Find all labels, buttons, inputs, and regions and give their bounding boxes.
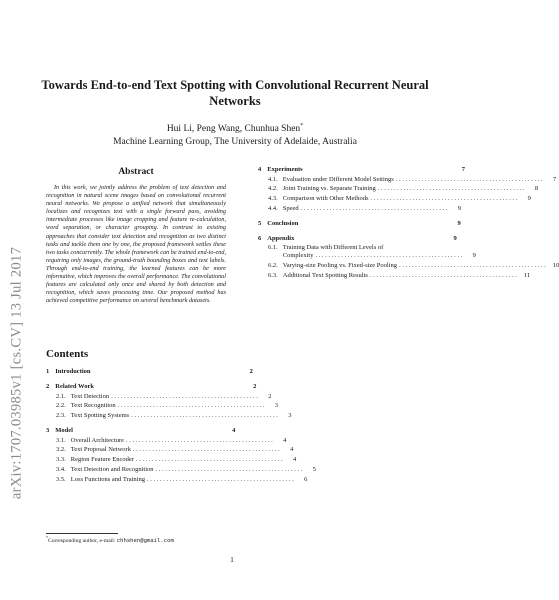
toc-subsection-page: 9 <box>527 195 531 203</box>
toc-leader-dots: .............................................. <box>126 436 275 444</box>
toc-section-number: 4 <box>258 166 262 173</box>
toc-subsection-number: 3.5. <box>56 475 66 483</box>
author-footnote-mark: * <box>300 122 304 129</box>
toc-subsection-title: Text Recognition <box>70 402 116 410</box>
affiliation: Machine Learning Group, The University of Adelaide, Australia <box>113 137 357 147</box>
toc-subsection-title: Additional Text Spotting Results <box>282 271 368 279</box>
toc-subsection[interactable] <box>46 402 278 410</box>
toc-subsection-page: 8 <box>534 185 539 193</box>
abstract-heading: Abstract <box>118 167 154 177</box>
toc-subsection-page: 5 <box>312 465 316 473</box>
toc-subsection-title: Comparison with Other Methods <box>282 195 369 203</box>
toc-subsection-page: 10 <box>552 262 559 270</box>
toc-section-title: Experiments <box>267 166 303 173</box>
toc-subsection[interactable] <box>46 446 294 454</box>
toc-subsection-title: Joint Training vs. Separate Training <box>282 185 376 193</box>
toc-subsection[interactable] <box>258 204 461 213</box>
toc-subsection-number: 2.3. <box>56 412 66 420</box>
toc-leader-dots: .............................................. <box>399 262 548 270</box>
toc-subsection-page: 9 <box>472 252 476 260</box>
toc-leader-dots: .............................................. <box>369 271 519 279</box>
toc-subsection[interactable] <box>46 412 292 420</box>
toc-section-page: 7 <box>461 166 465 173</box>
toc-leader-dots: .............................................. <box>155 465 304 473</box>
toc-subsection-body <box>283 244 476 260</box>
abstract-text: In this work, we jointly address the problem of text detection and recognition in natural scene images based on convolutional recurrent neural networks. We propose a unified network that simultaneously localizes and recognizes text with a single forward pass, avoiding intermediate processes like image cropping and feature re-calculation, word separation, or character grouping. In contrast to existing approaches that consider text detection and recognition as two distinct tasks and tackle them one by one, the proposed framework settles these two tasks concurrently. The whole framework can be trained end-to-end, requiring only images, the ground-truth bounding boxes and text labels. Through end-to-end training, the learned features can be more informative, which improves the overall performance. The convolutional features are calculated only once and shared by both detection and recognition, which saves processing time. Our proposed method has achieved competitive performance on several benchmark datasets. <box>46 184 226 305</box>
toc-subsection-title: Varying-size Pooling vs. Fixed-size Pooling <box>282 262 398 270</box>
toc-section[interactable] <box>258 234 457 243</box>
arxiv-stamp-text: arXiv:1707.03985v1 [cs.CV] 13 Jul 2017 <box>8 246 25 500</box>
toc-subsection-title: Text Proposal Network <box>70 446 131 454</box>
toc-section-page: 9 <box>457 219 461 227</box>
toc-subsection-page: 9 <box>457 204 461 212</box>
toc-leader-dots: .............................................. <box>315 252 464 260</box>
toc-section[interactable] <box>258 219 461 228</box>
toc-leader-dots: .............................................. <box>135 456 285 464</box>
toc-subsection[interactable] <box>46 475 308 484</box>
footnote-mark: * <box>46 535 48 541</box>
toc-subsection[interactable] <box>46 436 287 445</box>
toc-section-number: 5 <box>258 219 262 227</box>
toc-subsection-page: 3 <box>288 412 292 420</box>
toc-section-title: Introduction <box>55 368 91 375</box>
toc-subsection[interactable] <box>258 262 559 270</box>
toc-leader-dots: .............................................. <box>146 475 296 483</box>
toc-section-page: 9 <box>453 234 457 242</box>
arxiv-stamp <box>6 158 28 588</box>
toc-subsection-number: 2.1. <box>56 392 66 400</box>
toc-subsection-number: 6.1. <box>268 244 278 252</box>
paper-title: Towards End-to-end Text Spotting with Convolutional Recurrent Neural Networks <box>41 78 429 108</box>
toc-subsection-page: 4 <box>290 446 294 454</box>
footnote-prefix: Corresponding author, e-mail: <box>48 538 117 544</box>
toc-section-page: 4 <box>232 427 236 435</box>
toc-leader-dots: .............................................. <box>131 412 280 420</box>
toc-subsection-page: 2 <box>268 392 272 400</box>
toc-subsection-number: 4.2. <box>268 185 278 193</box>
toc-section[interactable] <box>46 427 236 435</box>
toc-section-title: Appendix <box>267 234 295 242</box>
toc-subsection-page: 4 <box>293 456 297 464</box>
toc-subsection-number: 3.1. <box>56 436 66 444</box>
toc-subsection-title-line2: Complexity <box>282 252 314 260</box>
toc-subsection[interactable] <box>46 392 272 401</box>
toc-section[interactable] <box>258 166 465 174</box>
toc-subsection-number: 6.2. <box>268 262 278 270</box>
toc-subsection[interactable] <box>258 175 557 184</box>
toc-section-number: 3 <box>46 427 50 435</box>
toc-subsection-title: Text Detection <box>70 392 110 400</box>
toc-subsection-title: Overall Architecture <box>70 436 124 444</box>
page-number: 1 <box>230 555 234 564</box>
toc-subsection[interactable] <box>258 271 531 280</box>
author-names: Hui Li, Peng Wang, Chunhua Shen <box>166 124 301 134</box>
toc-section-number: 6 <box>258 234 262 242</box>
toc-subsection-number: 4.4. <box>268 204 278 212</box>
toc-subsection-number: 4.3. <box>268 195 278 203</box>
toc-subsection-title: Text Detection and Recognition <box>70 465 154 473</box>
toc-leader-dots: .............................................. <box>377 185 527 193</box>
toc-section[interactable] <box>46 383 257 391</box>
toc-left-column <box>46 368 316 484</box>
toc-section-number: 2 <box>46 383 50 390</box>
toc-subsection-page: 3 <box>274 402 278 410</box>
toc-leader-dots: .............................................. <box>395 175 545 183</box>
toc-leader-dots: .............................................. <box>111 392 260 400</box>
toc-subsection[interactable] <box>46 465 316 474</box>
toc-subsection[interactable] <box>258 185 539 193</box>
toc-subsection[interactable] <box>258 195 531 203</box>
toc-leader-dots: .............................................. <box>300 204 449 212</box>
toc-section[interactable] <box>46 368 253 376</box>
toc-section-title: Conclusion <box>267 219 299 227</box>
toc-subsection-title: Loss Functions and Training <box>70 475 145 483</box>
toc-leader-dots: .............................................. <box>132 446 282 454</box>
toc-leader-dots: .............................................. <box>370 195 519 203</box>
footnote-email[interactable]: chhshen@gmail.com <box>116 537 174 544</box>
toc-section-title: Model <box>55 427 73 435</box>
toc-subsection-title: Evaluation under Different Model Settings <box>282 175 394 183</box>
toc-subsection-number: 2.2. <box>56 402 66 410</box>
toc-section-title: Related Work <box>55 383 94 390</box>
toc-subsection-number: 3.2. <box>56 446 66 454</box>
toc-section-page: 2 <box>253 383 257 390</box>
toc-subsection-title: Speed <box>282 204 299 212</box>
footnote <box>46 537 174 545</box>
toc-right-column <box>258 166 559 280</box>
toc-subsection-number: 6.3. <box>268 271 278 279</box>
footnote-rule <box>46 533 118 534</box>
toc-subsection[interactable] <box>46 456 297 464</box>
toc-subsection-title: Region Feature Encoder <box>70 456 134 464</box>
toc-section-number: 1 <box>46 368 50 375</box>
toc-section-page: 2 <box>249 368 253 375</box>
toc-subsection-title: Training Data with Different Levels of <box>282 244 384 252</box>
toc-subsection-page: 6 <box>304 475 308 483</box>
toc-subsection-page: 11 <box>524 271 531 279</box>
toc-leader-dots: .............................................. <box>117 402 266 410</box>
toc-subsection[interactable] <box>258 244 476 260</box>
toc-subsection-line2 <box>283 252 476 260</box>
toc-subsection-title: Text Spotting Systems <box>70 412 130 420</box>
toc-subsection-number: 4.1. <box>268 175 278 183</box>
authors <box>40 123 430 135</box>
toc-subsection-page: 4 <box>283 436 287 444</box>
toc-subsection-number: 3.4. <box>56 465 66 473</box>
toc-subsection-page: 7 <box>552 175 557 183</box>
contents-heading: Contents <box>46 348 89 360</box>
toc-subsection-number: 3.3. <box>56 456 66 464</box>
